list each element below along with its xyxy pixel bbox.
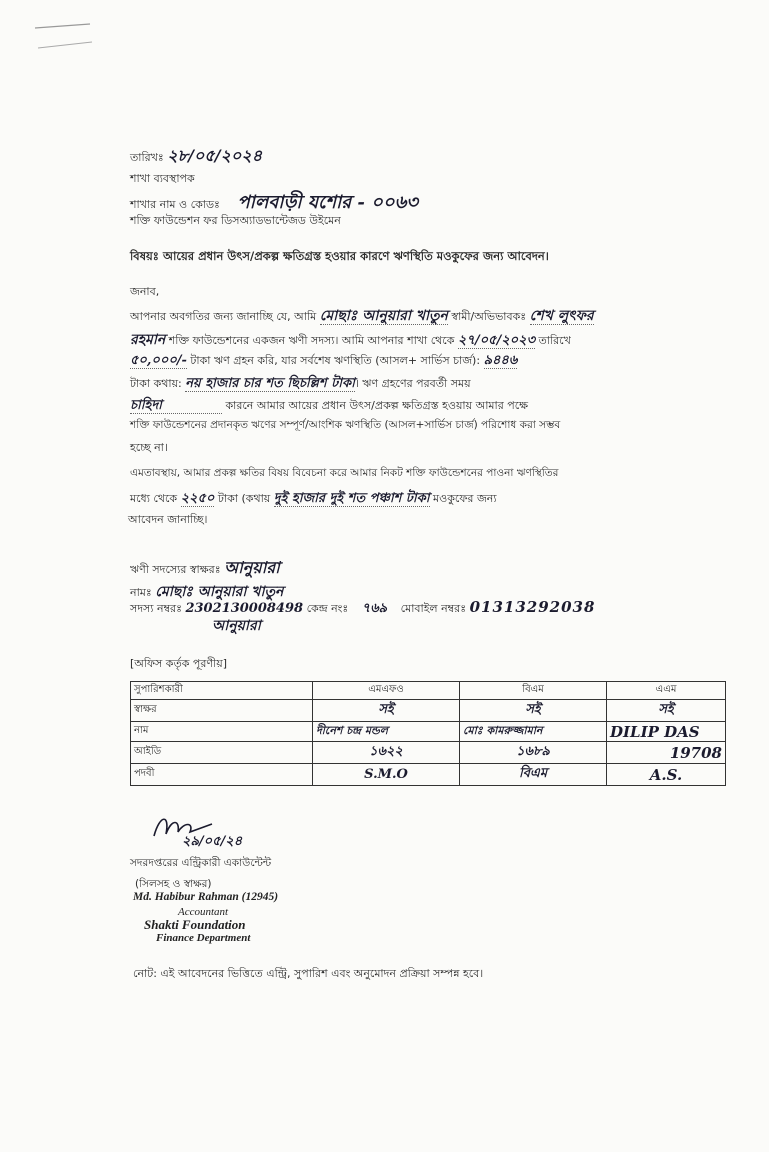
body-text: টাকা কথায়: <box>130 377 182 390</box>
center-label: কেন্দ্র নংঃ <box>306 602 349 615</box>
seal-note: (সিলসহ ও স্বাক্ষর) <box>135 878 212 890</box>
seal-dept: Finance Department <box>156 932 251 944</box>
signature-cell: সই <box>607 700 726 722</box>
extra-signature: আনুয়ারা <box>212 618 261 634</box>
body-text: আপনার অবগতির জন্য জানাচ্ছি যে, আমি <box>130 310 317 323</box>
member-number-line <box>130 598 595 620</box>
table-cell: ১৬২২ <box>313 742 460 764</box>
body-line-5 <box>130 396 528 417</box>
guardian-name-2: রহমান <box>130 332 166 348</box>
body-p2-line-1: এমতাবস্থায়, আমার প্রকল্প ক্ষতির বিষয় বিবেচনা করে আমার নিকট শক্তি ফাউন্ডেশনের পাওনা ঋণস্থিতির <box>130 467 559 479</box>
member-name-label: নামঃ <box>130 586 152 599</box>
subject-line: বিষয়ঃ আয়ের প্রধান উৎস/প্রকল্প ক্ষতিগ্রস্ত হওয়ার কারণে ঋণস্থিতি মওকুফের জন্য আবেদন। <box>130 249 549 263</box>
recommendation-table <box>130 681 726 786</box>
table-row <box>131 742 726 764</box>
branch-name-value: পালবাড়ী যশোর - ০০৬৩ <box>237 192 418 213</box>
loan-amount: ৫০,০০০/- <box>130 353 187 368</box>
date-line <box>130 143 262 170</box>
body-text: মওকুফের জন্য <box>433 492 497 505</box>
body-text: মধ্যে থেকে <box>130 492 178 505</box>
body-line-3 <box>130 351 517 372</box>
table-cell: দীনেশ চন্দ্র মন্ডল <box>313 722 460 742</box>
body-text: টাকা ঋণ গ্রহন করি, যার সর্বশেষ ঋণস্থিতি (আসল+ সার্ভিস চার্জ): <box>190 354 481 367</box>
body-line-6: শক্তি ফাউন্ডেশনের প্রদানকৃত ঋণের সম্পূর্ণ/আংশিক ঋণস্থিতি (আসল+সার্ভিস চার্জ) পরিশোধ করা সম্ভব <box>130 419 561 431</box>
member-name: মোছাঃ আনুয়ারা খাতুন <box>155 584 284 600</box>
row-label: নাম <box>131 722 313 742</box>
mobile-label: মোবাইল নম্বরঃ <box>400 602 467 615</box>
table-row <box>131 764 726 786</box>
table-cell: 19708 <box>607 742 726 764</box>
member-signature-line <box>130 555 280 582</box>
table-cell: ১৬৮৯ <box>460 742 607 764</box>
guardian-name: শেখ লুৎফর <box>529 308 594 324</box>
accountant-role: সদরদপ্তরের এন্ট্রিকারী একাউন্টেন্ট <box>130 857 272 869</box>
table-header: এমএফও <box>313 682 460 700</box>
table-cell: DILIP DAS <box>607 722 726 742</box>
seal-title: Accountant <box>178 906 229 918</box>
body-line-4 <box>130 374 471 395</box>
member-signature-label: ঋণী সদস্যের স্বাক্ষরঃ <box>130 563 221 576</box>
loan-date: ২৭/০৫/২০২৩ <box>457 333 536 348</box>
body-text: টাকা (কথায় <box>217 492 271 505</box>
seal-org: Shakti Foundation <box>144 917 246 932</box>
row-label: আইডি <box>131 742 313 764</box>
table-row <box>131 722 726 742</box>
mobile-no: 01313292038 <box>469 598 596 616</box>
body-line-2 <box>130 328 571 352</box>
table-cell: বিএম <box>460 764 607 786</box>
table-header: বিএম <box>460 682 607 700</box>
applicant-name: মোছাঃ আনুয়ারা খাতুন <box>319 308 448 324</box>
member-no: 2302130008498 <box>185 601 304 616</box>
seal-name: Md. Habibur Rahman (12945) <box>133 891 279 903</box>
branch-manager-label: শাখা ব্যবস্থাপক <box>130 172 195 185</box>
waiver-amount: ২২৫০ <box>180 491 215 506</box>
table-cell: মোঃ কামরুজ্জামান <box>460 722 607 742</box>
body-line-7: হচ্ছে না। <box>130 441 168 454</box>
body-p2-line-2 <box>130 489 497 510</box>
table-header: সুপারিশকারী <box>131 682 313 700</box>
org-line: শক্তি ফাউন্ডেশন ফর ডিসঅ্যাডভান্টেজড উইমেন <box>130 214 341 227</box>
body-line-1 <box>130 304 594 328</box>
table-row <box>131 700 726 722</box>
body-text: । ঋণ গ্রহণের পরবর্তী সময় <box>354 377 471 390</box>
salutation: জনাব, <box>130 285 160 298</box>
center-no: ৭৬৯ <box>361 601 388 616</box>
loan-balance: ৯৪৪৬ <box>483 353 518 368</box>
waiver-in-words: দুই হাজার দুই শত পঞ্চাশ টাকা <box>273 491 430 506</box>
date-label: তারিখঃ <box>130 151 164 164</box>
balance-in-words: নয় হাজার চার শত ছিচল্লিশ টাকা <box>185 376 355 391</box>
signature-cell: সই <box>313 700 460 722</box>
branch-name-label: শাখার নাম ও কোডঃ <box>130 198 220 211</box>
row-label: স্বাক্ষর <box>131 700 313 722</box>
body-text: কারনে আমার আয়ের প্রধান উৎস/প্রকল্প ক্ষতিগ্রস্ত হওয়ায় আমার পক্ষে <box>225 399 529 412</box>
row-label: পদবী <box>131 764 313 786</box>
footer-note: নোট: এই আবেদনের ভিত্তিতে এন্ট্রি, সুপারিশ এবং অনুমোদন প্রক্রিয়া সম্পন্ন হবে। <box>133 967 484 980</box>
scratch-marks <box>30 18 100 58</box>
body-p2-line-3: আবেদন জানাচ্ছি। <box>128 513 208 526</box>
body-text: তারিখে <box>538 334 571 347</box>
table-cell: S.M.O <box>313 764 460 786</box>
table-header-row <box>131 682 726 700</box>
body-text: শক্তি ফাউন্ডেশনের একজন ঋণী সদস্য। আমি আপনার শাখা থেকে <box>168 334 455 347</box>
signature-cell: সই <box>460 700 607 722</box>
office-note: [অফিস কর্তৃক পূরণীয়] <box>130 657 227 670</box>
body-text: স্বামী/অভিভাবকঃ <box>451 310 527 323</box>
damage-reason: চাহিদা <box>130 398 222 414</box>
member-signature: আনুয়ারা <box>224 558 280 577</box>
accountant-signature-date: ২৯/০৫/২৪ <box>182 834 243 849</box>
table-cell: A.S. <box>607 764 726 786</box>
table-header: এএম <box>607 682 726 700</box>
date-value: ২৮/০৫/২০২৪ <box>167 146 263 165</box>
member-no-label: সদস্য নম্বরঃ <box>130 602 182 615</box>
